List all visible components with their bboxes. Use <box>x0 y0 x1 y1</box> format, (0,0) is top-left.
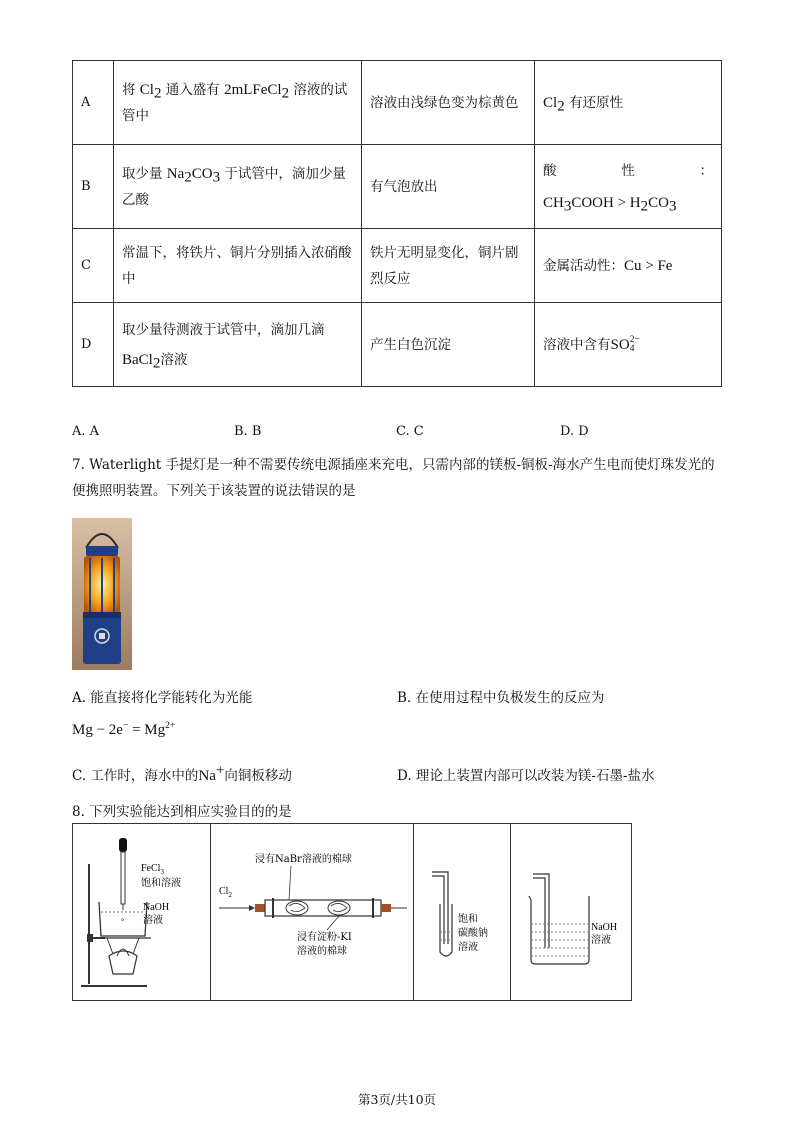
operation-cell: 取少量 $Na_2CO_3$ 于试管中，滴加少量乙酸 <box>114 145 362 229</box>
q7-option-a[interactable]: A. 能直接将化学能转化为光能 <box>72 690 253 706</box>
svg-text:FeCl3: FeCl$_3$ <box>141 863 164 876</box>
svg-text:溶液: 溶液 <box>143 915 163 926</box>
phenomenon-cell: 有气泡放出 <box>362 145 535 229</box>
halogen-tube-diagram <box>211 824 413 1000</box>
apparatus-colloid-prep <box>73 824 211 1001</box>
svg-text:溶液的棉球: 溶液的棉球 <box>297 946 347 957</box>
row-label: A <box>73 61 114 145</box>
q7-option-d[interactable]: D. 理论上装置内部可以改装为镁-石墨-盐水 <box>397 768 655 784</box>
conclusion-cell: $Cl_2$ 有还原性 <box>535 61 722 145</box>
svg-text:浸有淀粉-KI: 浸有淀粉-KI <box>297 932 352 943</box>
svg-text:NaOH: NaOH <box>143 902 170 913</box>
conclusion-cell: 金属活动性：Cu > Fe <box>535 229 722 303</box>
beaker-heating-diagram <box>73 824 210 1000</box>
apparatus-table <box>72 823 632 1001</box>
beaker-diagram <box>511 824 631 1000</box>
q7-stem: 7. Waterlight 手提灯是一种不需要传统电源插座来充电，只需内部的镁板-铜板-海水产生电而使灯珠发光的便携照明装置。下列关于该装置的说法错误的是 <box>72 457 715 499</box>
apparatus-test-tube <box>414 824 511 1001</box>
conclusion-cell: 溶液中含有SO 2− 4 <box>535 303 722 387</box>
apparatus-halogen-tube <box>211 824 414 1001</box>
svg-text:溶液: 溶液 <box>458 942 478 953</box>
svg-text:°: ° <box>121 917 125 926</box>
svg-text:饱和溶液: 饱和溶液 <box>141 878 181 889</box>
svg-text:NaOH: NaOH <box>591 922 618 933</box>
conclusion-cell: 酸 性 ： $CH_3COOH > H_2CO_3$ <box>535 145 722 229</box>
table-row <box>73 61 722 145</box>
test-tube-diagram <box>414 824 510 1000</box>
apparatus-beaker <box>511 824 632 1001</box>
operation-cell: 将 $Cl_2$ 通入盛有 2mLFeCl$_2$ 溶液的试管中 <box>114 61 362 145</box>
phenomenon-cell: 溶液由浅绿色变为棕黄色 <box>362 61 535 145</box>
q7-option-c[interactable]: C. 工作时，海水中的Na+向铜板移动 <box>72 762 292 784</box>
phenomenon-cell: 铁片无明显变化，铜片剧烈反应 <box>362 229 535 303</box>
q7-equation: $Mg - 2e^- = Mg^{2+}$ <box>72 721 176 738</box>
operation-cell: 常温下，将铁片、铜片分别插入浓硝酸中 <box>114 229 362 303</box>
svg-text:Cl2: $Cl_2$ <box>219 886 232 899</box>
operation-cell: 取少量待测液于试管中，滴加几滴 BaCl$_2$溶液 <box>114 303 362 387</box>
svg-text:浸有NaBr溶液的棉球: 浸有NaBr溶液的棉球 <box>255 854 352 865</box>
page-footer: 第3页/共10页 <box>357 1092 437 1107</box>
lantern-photo <box>72 518 132 670</box>
row-label: B <box>73 145 114 229</box>
row-label: D <box>73 303 114 387</box>
svg-text:碳酸钠: 碳酸钠 <box>458 928 488 939</box>
option-d[interactable]: D. D <box>560 424 589 439</box>
phenomenon-cell: 产生白色沉淀 <box>362 303 535 387</box>
option-c[interactable]: C. C <box>396 424 424 439</box>
table-row <box>73 229 722 303</box>
table-row <box>73 303 722 387</box>
svg-text:饱和: 饱和 <box>458 914 478 925</box>
option-a[interactable]: A. A <box>72 424 100 439</box>
q8-stem: 8. 下列实验能达到相应实验目的的是 <box>72 804 292 820</box>
svg-text:溶液: 溶液 <box>591 935 611 946</box>
row-label: C <box>73 229 114 303</box>
option-b[interactable]: B. B <box>234 424 262 439</box>
q7-option-b[interactable]: B. 在使用过程中负极发生的反应为 <box>397 690 605 706</box>
experiment-table <box>72 60 722 387</box>
table-row <box>73 145 722 229</box>
